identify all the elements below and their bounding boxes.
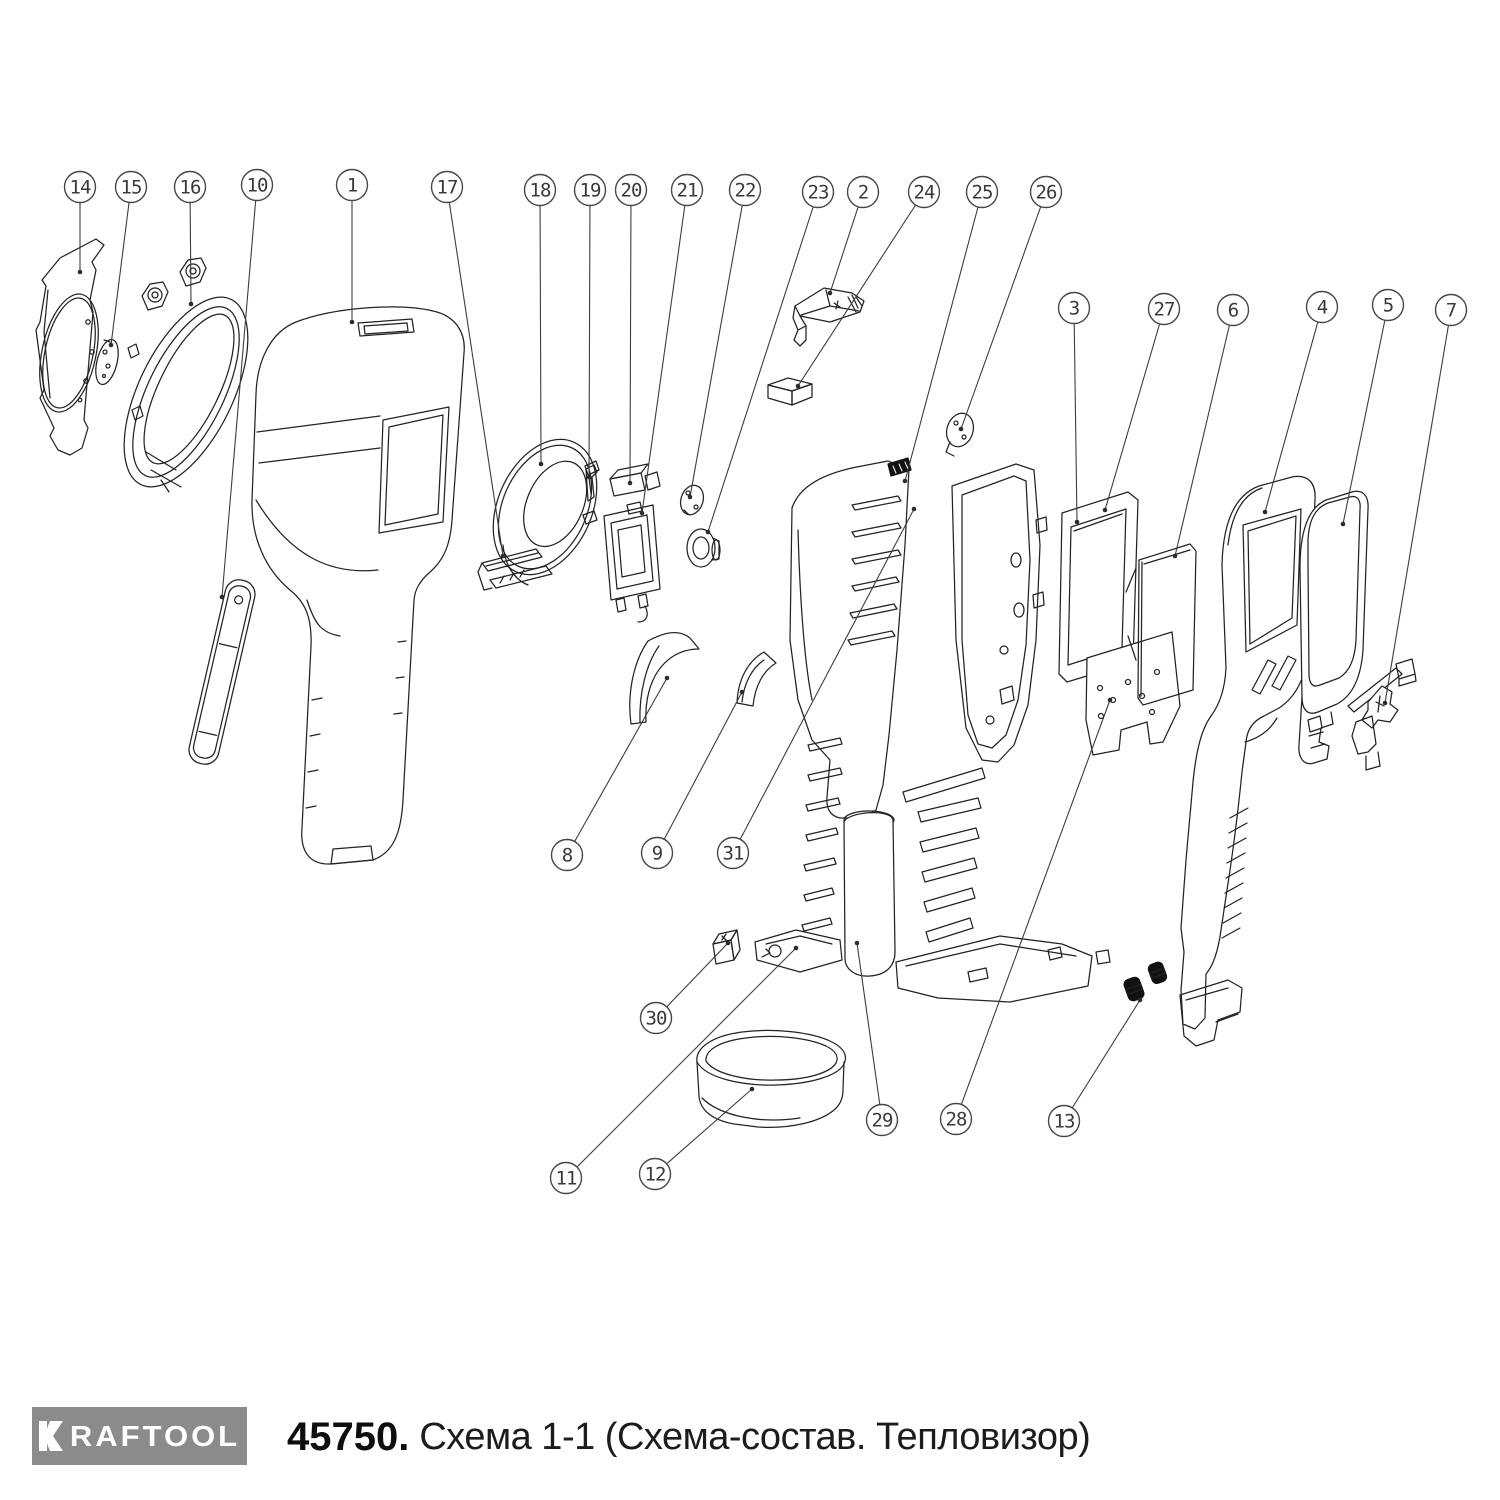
leader-line-19	[589, 205, 590, 477]
callout-12	[640, 1087, 755, 1190]
callout-number-12: 12	[644, 1163, 666, 1186]
callout-number-14: 14	[69, 176, 91, 199]
callout-number-13: 13	[1053, 1110, 1075, 1133]
leader-dot-26	[959, 427, 964, 432]
callout-3	[1059, 293, 1090, 525]
leader-dot-12	[750, 1087, 755, 1092]
part-sensor-frame-21	[604, 502, 660, 622]
leader-dot-4	[1263, 510, 1268, 515]
part-oval-medallion-26-target	[942, 410, 977, 456]
callout-number-9: 9	[651, 842, 663, 865]
callout-number-19: 19	[579, 179, 601, 202]
part-latch-button-30	[713, 930, 740, 964]
leader-line-12	[667, 1089, 752, 1164]
leader-dot-16	[189, 302, 194, 307]
callout-number-10: 10	[246, 174, 268, 197]
leader-line-20	[630, 205, 631, 483]
part-front-chassis-25-31	[755, 458, 911, 976]
leader-dot-9	[740, 690, 745, 695]
callout-number-5: 5	[1382, 294, 1394, 317]
callout-21	[640, 175, 703, 516]
leader-dot-24	[796, 384, 801, 389]
logo-text: RAFTOOL	[69, 1419, 241, 1453]
callout-28	[941, 698, 1113, 1135]
leader-dot-22	[688, 495, 693, 500]
callout-number-22: 22	[734, 179, 756, 202]
callout-20	[616, 175, 647, 486]
callout-27	[1103, 294, 1180, 513]
part-gasket-disc-15	[92, 337, 123, 386]
leader-line-18	[540, 205, 541, 464]
part-lens-ring-18	[473, 423, 617, 591]
part-rubber-grommets-13	[1123, 961, 1168, 1002]
leader-dot-29	[855, 941, 860, 946]
callout-number-29: 29	[871, 1109, 893, 1132]
leader-line-26	[961, 207, 1041, 429]
callout-number-20: 20	[620, 179, 642, 202]
part-battery-box-24	[768, 378, 812, 405]
leader-line-22	[690, 205, 742, 497]
leader-dot-31	[912, 507, 917, 512]
callout-number-26: 26	[1035, 181, 1057, 204]
leader-dot-19	[587, 475, 592, 480]
part-lens-cover-plate-14	[30, 239, 108, 455]
leader-dot-3	[1075, 520, 1080, 525]
callout-13	[1049, 998, 1143, 1137]
leader-dot-23	[706, 530, 711, 535]
callout-25	[903, 177, 998, 484]
callout-number-21: 21	[676, 179, 698, 202]
drawing-title: Схема 1-1 (Схема-состав. Тепловизор)	[419, 1415, 1091, 1458]
part-strap-8	[630, 633, 699, 724]
leader-dot-28	[1108, 698, 1113, 703]
callout-26	[959, 177, 1062, 432]
title-block	[0, 1398, 1500, 1478]
leader-line-11	[577, 948, 796, 1167]
callout-number-16: 16	[179, 176, 201, 199]
leader-line-30	[667, 943, 728, 1007]
leader-dot-25	[903, 479, 908, 484]
part-bottom-cap-12	[697, 1030, 846, 1127]
callout-number-1: 1	[346, 174, 358, 197]
callout-number-30: 30	[645, 1007, 667, 1030]
leader-dot-20	[628, 481, 633, 486]
part-top-clip-2	[793, 288, 864, 346]
kraftool-logo	[32, 1407, 247, 1465]
callout-19	[575, 175, 606, 480]
leader-line-13	[1072, 1000, 1140, 1108]
callout-number-25: 25	[971, 181, 993, 204]
leader-dot-5	[1341, 522, 1346, 527]
callout-22	[688, 175, 761, 500]
leader-dot-17	[501, 554, 506, 559]
leader-line-6	[1175, 325, 1229, 556]
callout-number-24: 24	[913, 181, 935, 204]
leader-dot-10	[220, 595, 225, 600]
leader-line-7	[1385, 325, 1448, 703]
callout-number-3: 3	[1068, 297, 1080, 320]
callout-24	[796, 177, 940, 389]
callout-number-18: 18	[529, 179, 551, 202]
callout-7	[1383, 295, 1467, 706]
part-flex-cable-17	[478, 549, 552, 590]
part-back-housing-4	[1180, 476, 1315, 1046]
leader-dot-18	[539, 462, 544, 467]
callout-number-4: 4	[1316, 296, 1328, 319]
leader-dot-2	[828, 291, 833, 296]
callout-number-28: 28	[945, 1108, 967, 1131]
leader-dot-15	[109, 343, 114, 348]
leader-line-9	[664, 692, 742, 839]
callout-number-17: 17	[436, 176, 458, 199]
callout-15	[109, 172, 147, 348]
leader-line-25	[905, 207, 978, 481]
callout-number-11: 11	[555, 1167, 577, 1190]
leader-dot-8	[665, 676, 670, 681]
callout-5	[1341, 290, 1404, 527]
leader-dot-14	[78, 270, 83, 275]
callout-18	[525, 175, 556, 467]
leader-line-10	[222, 200, 256, 597]
leader-dot-7	[1383, 701, 1388, 706]
callout-number-27: 27	[1153, 298, 1175, 321]
part-side-cover-strip-10	[186, 577, 258, 767]
part-strap-9	[737, 652, 776, 706]
callout-number-23: 23	[807, 181, 829, 204]
part-front-housing-1	[252, 307, 464, 864]
leader-dot-27	[1103, 508, 1108, 513]
callout-number-15: 15	[120, 176, 142, 199]
callout-30	[641, 941, 731, 1034]
callout-23	[706, 177, 834, 535]
callout-number-31: 31	[722, 842, 744, 865]
drawing-caption	[287, 1408, 1090, 1466]
leader-line-23	[708, 207, 813, 532]
leader-line-3	[1074, 323, 1077, 522]
leader-dot-11	[794, 946, 799, 951]
callout-number-2: 2	[857, 181, 869, 204]
leader-dot-1	[350, 320, 355, 325]
leader-line-16	[190, 202, 191, 304]
callout-16	[175, 172, 206, 307]
part-display-bezel-5	[1299, 491, 1368, 763]
drawing-number: 45750.	[287, 1414, 410, 1459]
leader-line-21	[642, 205, 685, 513]
callout-14	[65, 172, 96, 275]
callout-number-7: 7	[1445, 299, 1457, 322]
leader-line-27	[1105, 324, 1160, 510]
kraftool-k-icon	[39, 1420, 65, 1452]
callout-1	[337, 170, 368, 325]
leader-line-8	[575, 678, 667, 842]
callout-2	[828, 177, 879, 296]
callout-number-6: 6	[1227, 299, 1239, 322]
leader-line-15	[111, 202, 129, 345]
leader-dot-30	[726, 941, 731, 946]
part-round-sensor-23	[687, 529, 720, 567]
part-lcd-module-3-27-28	[1059, 492, 1180, 755]
leader-dot-13	[1138, 998, 1143, 1003]
leader-dot-21	[640, 511, 645, 516]
leader-line-24	[798, 205, 916, 386]
callout-number-8: 8	[561, 844, 573, 867]
part-bracket-20	[610, 464, 660, 496]
leader-dot-6	[1173, 554, 1178, 559]
leader-line-2	[830, 207, 858, 293]
